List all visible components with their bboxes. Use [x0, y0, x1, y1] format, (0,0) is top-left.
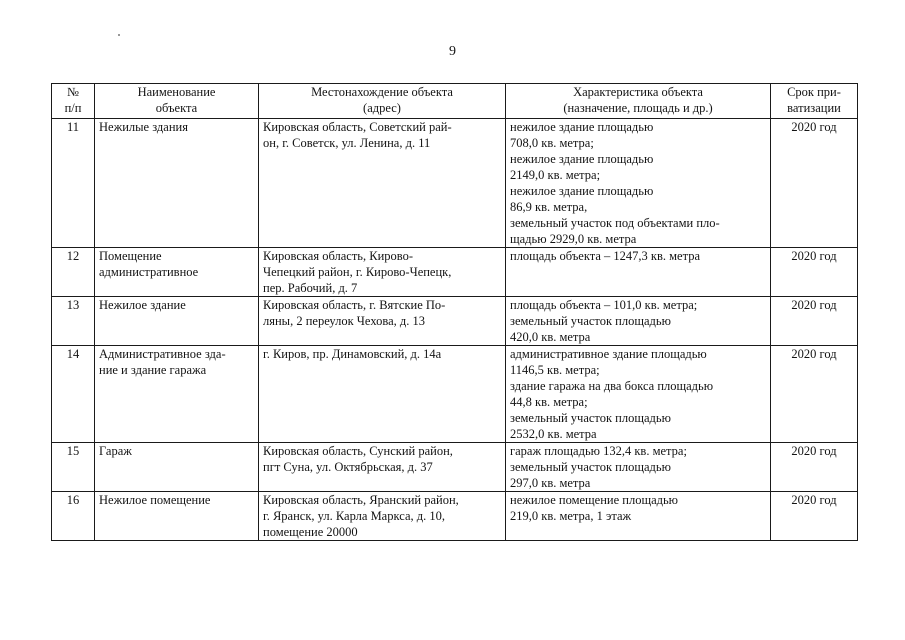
object-name [95, 119, 259, 248]
object-name [95, 443, 259, 492]
object-characteristics-line: земельный участок площадью [510, 314, 671, 328]
object-location-line: Кировская область, Кирово- [263, 249, 414, 263]
object-characteristics-line: нежилое помещение площадью [510, 493, 679, 507]
object-location [259, 297, 506, 346]
object-location-line: г. Киров, пр. Динамовский, д. 14а [263, 347, 442, 361]
object-name-line: Административное зда- [99, 347, 226, 361]
object-name-line: Нежилые здания [99, 120, 188, 134]
object-characteristics-line: гараж площадью 132,4 кв. метра; [510, 444, 687, 458]
object-name-line: ние и здание гаража [99, 363, 207, 377]
table-body [52, 119, 858, 541]
privatization-term: 2020 год [771, 443, 858, 492]
object-name-line: Гараж [99, 444, 132, 458]
header-location: Местонахождение объекта (адрес) [259, 84, 506, 119]
object-characteristics [506, 119, 771, 248]
object-location-line: Чепецкий район, г. Кирово-Чепецк, [263, 265, 452, 279]
object-location-line: пер. Рабочий, д. 7 [263, 281, 358, 295]
row-number: 16 [52, 492, 95, 541]
object-name-line: Нежилое здание [99, 298, 186, 312]
table-row [52, 346, 858, 443]
object-location [259, 248, 506, 297]
object-location-line: он, г. Советск, ул. Ленина, д. 11 [263, 136, 431, 150]
object-characteristics-line: 219,0 кв. метра, 1 этаж [510, 509, 632, 523]
table-row [52, 492, 858, 541]
privatization-term: 2020 год [771, 119, 858, 248]
object-location-line: ляны, 2 переулок Чехова, д. 13 [263, 314, 425, 328]
object-characteristics-line: 2532,0 кв. метра [510, 427, 597, 441]
object-name [95, 297, 259, 346]
object-location-line: Кировская область, Сунский район, [263, 444, 453, 458]
header-num: № п/п [52, 84, 95, 119]
privatization-term: 2020 год [771, 346, 858, 443]
object-location-line: помещение 20000 [263, 525, 358, 539]
object-characteristics-line: 420,0 кв. метра [510, 330, 591, 344]
object-location-line: Кировская область, Яранский район, [263, 493, 459, 507]
object-characteristics-line: административное здание площадью [510, 347, 707, 361]
row-number: 11 [52, 119, 95, 248]
object-characteristics [506, 492, 771, 541]
object-characteristics [506, 443, 771, 492]
object-location-line: г. Яранск, ул. Карла Маркса, д. 10, [263, 509, 445, 523]
row-number: 13 [52, 297, 95, 346]
object-characteristics-line: 86,9 кв. метра, [510, 200, 588, 214]
object-characteristics [506, 346, 771, 443]
row-number: 15 [52, 443, 95, 492]
table-row [52, 119, 858, 248]
object-characteristics [506, 248, 771, 297]
object-location [259, 119, 506, 248]
object-name-line: административное [99, 265, 199, 279]
object-name-line: Нежилое помещение [99, 493, 211, 507]
header-term: Срок при- ватизации [771, 84, 858, 119]
object-characteristics-line: площадь объекта – 1247,3 кв. метра [510, 249, 701, 263]
object-name [95, 346, 259, 443]
object-characteristics-line: нежилое здание площадью [510, 152, 654, 166]
row-number: 12 [52, 248, 95, 297]
object-characteristics-line: 708,0 кв. метра; [510, 136, 594, 150]
object-characteristics-line: площадь объекта – 101,0 кв. метра; [510, 298, 698, 312]
table-row [52, 443, 858, 492]
object-location [259, 346, 506, 443]
object-characteristics-line: 2149,0 кв. метра; [510, 168, 601, 182]
object-characteristics-line: нежилое здание площадью [510, 120, 654, 134]
table-row [52, 297, 858, 346]
object-characteristics-line: здание гаража на два бокса площадью [510, 379, 714, 393]
privatization-term: 2020 год [771, 492, 858, 541]
row-number: 14 [52, 346, 95, 443]
privatization-term: 2020 год [771, 248, 858, 297]
header-name: Наименование объекта [95, 84, 259, 119]
object-name-line: Помещение [99, 249, 162, 263]
object-characteristics-line: нежилое здание площадью [510, 184, 654, 198]
object-characteristics-line: земельный участок под объектами пло- [510, 216, 720, 230]
header-characteristics: Характеристика объекта (назначение, площадь и др.) [506, 84, 771, 119]
object-characteristics-line: 297,0 кв. метра [510, 476, 591, 490]
object-characteristics-line: щадью 2929,0 кв. метра [510, 232, 637, 246]
object-characteristics-line: 44,8 кв. метра; [510, 395, 588, 409]
table-header-row [52, 84, 858, 119]
object-location-line: пгт Суна, ул. Октябрьская, д. 37 [263, 460, 433, 474]
object-characteristics-line: 1146,5 кв. метра; [510, 363, 600, 377]
privatization-table [51, 83, 858, 541]
object-location-line: Кировская область, г. Вятские По- [263, 298, 446, 312]
object-location-line: Кировская область, Советский рай- [263, 120, 452, 134]
privatization-term: 2020 год [771, 297, 858, 346]
page-number: 9 [449, 44, 456, 59]
object-characteristics-line: земельный участок площадью [510, 411, 671, 425]
table-row [52, 248, 858, 297]
object-name [95, 248, 259, 297]
object-characteristics-line: земельный участок площадью [510, 460, 671, 474]
object-characteristics [506, 297, 771, 346]
object-name [95, 492, 259, 541]
object-location [259, 443, 506, 492]
object-location [259, 492, 506, 541]
scan-speck [118, 34, 120, 36]
